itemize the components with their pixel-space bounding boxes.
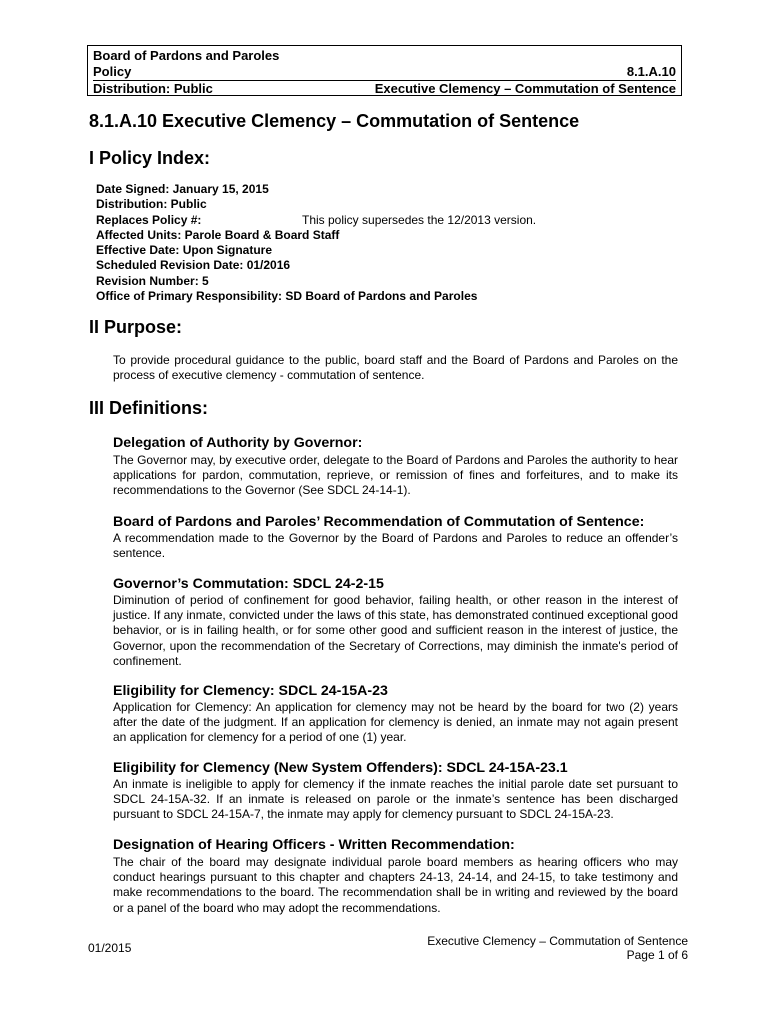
index-affected-units: Affected Units: Parole Board & Board Staff xyxy=(96,227,340,242)
definition-heading: Designation of Hearing Officers - Written Recommendation: xyxy=(113,837,515,853)
footer-page-number: Page 1 of 6 xyxy=(626,948,688,962)
footer-date: 01/2015 xyxy=(88,941,132,955)
section-heading-definitions: III Definitions: xyxy=(89,398,208,418)
policy-header-box xyxy=(87,45,682,96)
index-distribution: Distribution: Public xyxy=(96,197,207,212)
definition-heading: Eligibility for Clemency (New System Offenders): SDCL 24-15A-23.1 xyxy=(113,760,568,776)
header-policy-number: 8.1.A.10 xyxy=(626,64,676,79)
index-scheduled-revision: Scheduled Revision Date: 01/2016 xyxy=(96,258,291,273)
definition-heading: Governor’s Commutation: SDCL 24-2-15 xyxy=(113,576,384,592)
header-distribution: Distribution: Public xyxy=(93,81,213,96)
header-policy-label: Policy xyxy=(93,64,132,79)
index-replaces-row xyxy=(96,213,536,228)
index-replaces-label: Replaces Policy #: xyxy=(96,212,202,227)
section-heading-purpose: II Purpose: xyxy=(89,317,183,337)
index-replaces-value: This policy supersedes the 12/2013 version. xyxy=(302,212,537,227)
definition-text: A recommendation made to the Governor by the Board of Pardons and Paroles to reduce an offender’s sentence. xyxy=(113,531,678,561)
index-revision-number: Revision Number: 5 xyxy=(96,273,209,288)
header-policy-title: Executive Clemency – Commutation of Sentence xyxy=(374,81,676,96)
definition-text: An inmate is ineligible to apply for clemency if the inmate reaches the initial parole date set pursuant to SDCL 24-15A-32. If an inmate is released on parole or the inmate’s sentence has been discharged pursuant to SDCL 24-15A-7, the inmate may apply for clemency pursuant to SDCL 24-15A-23. xyxy=(113,777,678,822)
document-title: 8.1.A.10 Executive Clemency – Commutation of Sentence xyxy=(89,111,580,131)
purpose-text: To provide procedural guidance to the public, board staff and the Board of Pardons and Paroles on the process of executive clemency - commutation of sentence. xyxy=(113,353,678,383)
definition-text: The chair of the board may designate individual parole board members as hearing officers who may conduct hearings pursuant to this chapter and chapters 24-13, 24-14, and 24-15, to take testimony and make recommendations to the board. The recommendation shall be in writing and reviewed by the board or a panel of the board who may adopt the recommendations. xyxy=(113,855,678,915)
index-date-signed: Date Signed: January 15, 2015 xyxy=(96,182,269,196)
footer-title: Executive Clemency – Commutation of Sentence xyxy=(427,934,688,948)
definition-text: The Governor may, by executive order, delegate to the Board of Pardons and Paroles the authority to hear applications for pardon, commutation, reprieve, or remission of fines and forfeitures, and to make its recommendations to the Governor (See SDCL 24-14-1). xyxy=(113,453,678,498)
definition-text: Application for Clemency: An application for clemency may not be heard by the board for two (2) years after the date of the judgment. If an application for clemency is denied, an inmate may not again present an application for clemency for a period of one (1) year. xyxy=(113,700,678,745)
section-heading-policy-index: I Policy Index: xyxy=(89,148,211,168)
definition-heading: Board of Pardons and Paroles’ Recommendation of Commutation of Sentence: xyxy=(113,514,645,530)
policy-index-list xyxy=(96,182,536,304)
definition-heading: Delegation of Authority by Governor: xyxy=(113,435,363,451)
header-org: Board of Pardons and Paroles xyxy=(93,48,280,63)
definition-heading: Eligibility for Clemency: SDCL 24-15A-23 xyxy=(113,683,388,699)
index-effective-date: Effective Date: Upon Signature xyxy=(96,243,273,258)
index-office: Office of Primary Responsibility: SD Board of Pardons and Paroles xyxy=(96,289,478,304)
definition-text: Diminution of period of confinement for good behavior, failing health, or other reason in the interest of justice. If any inmate, convicted under the laws of this state, has demonstrated continued exceptional good behavior, or is in failing health, or for some other good and sufficient reason in the interest of justice, the Governor, upon the recommendation of the Secretary of Corrections, may diminish the inmate's period of confinement. xyxy=(113,593,679,668)
